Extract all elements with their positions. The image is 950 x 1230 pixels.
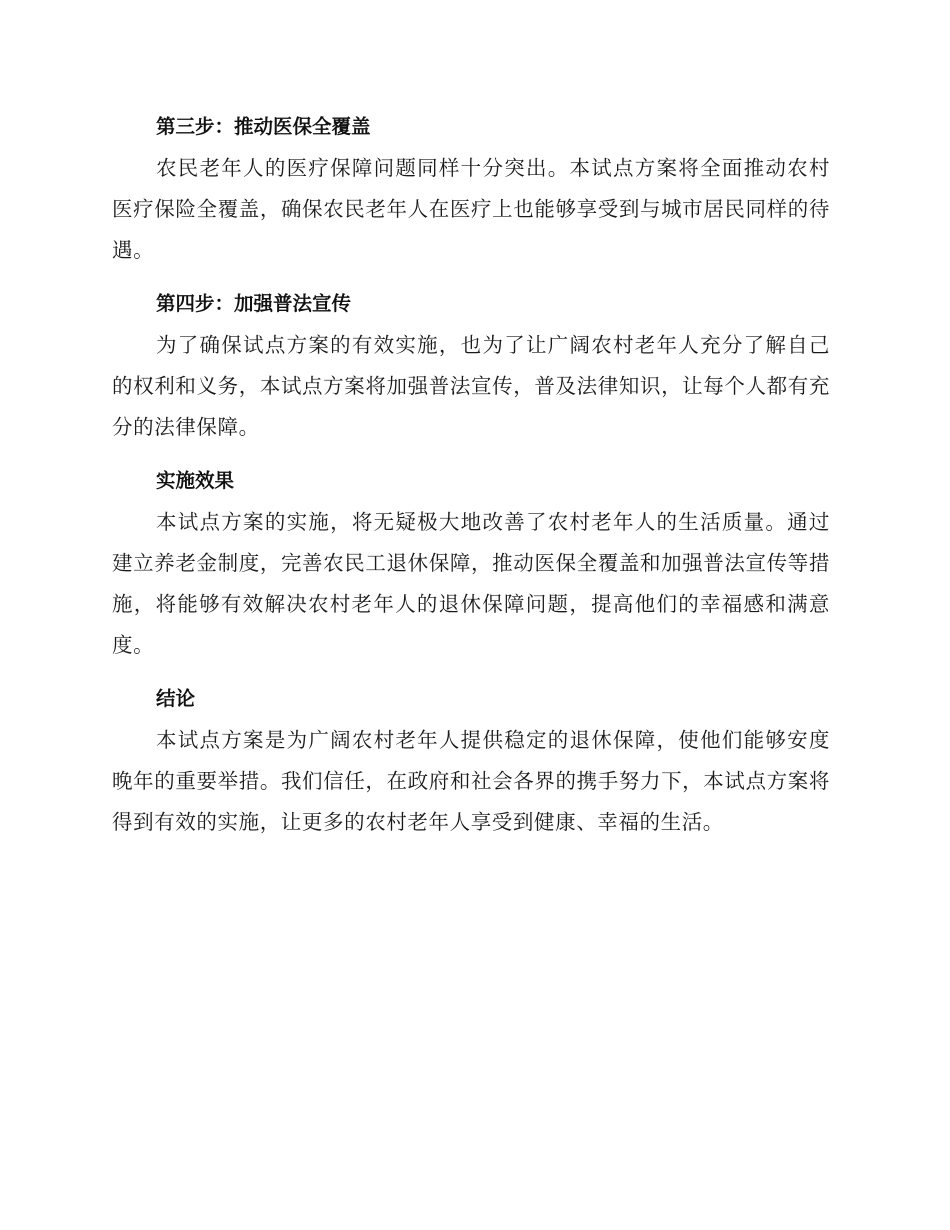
section-paragraph: 为了确保试点方案的有效实施，也为了让广阔农村老年人充分了解自己的权利和义务，本试点方案将加强普法宣传，普及法律知识，让每个人都有充分的法律保障。 — [112, 333, 830, 439]
section-paragraph: 本试点方案的实施，将无疑极大地改善了农村老年人的生活质量。通过建立养老金制度，完善农民工退休保障，推动医保全覆盖和加强普法宣传等措施，将能够有效解决农村老年人的退休保障问题，提高他们的幸福感和满意度。 — [112, 510, 830, 657]
section-legal-education — [112, 283, 830, 448]
document-body — [112, 106, 830, 855]
section-medical-insurance — [112, 106, 830, 271]
section-implementation-effect — [112, 460, 830, 666]
section-heading: 结论 — [156, 687, 196, 710]
section-heading: 实施效果 — [156, 469, 235, 492]
section-heading: 第四步：加强普法宣传 — [156, 292, 352, 315]
section-heading: 第三步：推动医保全覆盖 — [156, 115, 371, 138]
section-paragraph: 农民老年人的医疗保障问题同样十分突出。本试点方案将全面推动农村医疗保险全覆盖，确保农民老年人在医疗上也能够享受到与城市居民同样的待遇。 — [112, 156, 830, 262]
section-paragraph: 本试点方案是为广阔农村老年人提供稳定的退休保障，使他们能够安度晚年的重要举措。我们信任，在政府和社会各界的携手努力下，本试点方案将得到有效的实施，让更多的农村老年人享受到健康、幸福的生活。 — [112, 728, 830, 834]
section-conclusion — [112, 678, 830, 843]
